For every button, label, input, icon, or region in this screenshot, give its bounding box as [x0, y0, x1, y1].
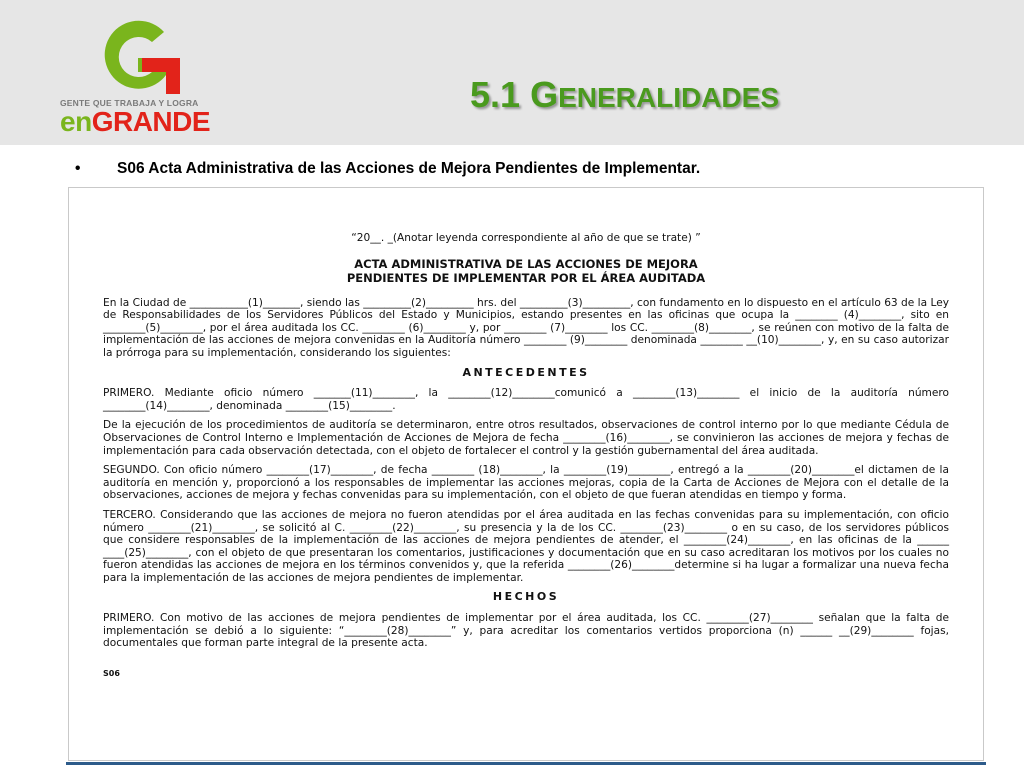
document-intro: En la Ciudad de ___________(1)_______, siendo las _________(2)_________ hrs. del _________(3)_________, con fundamento en lo dispuesto en el artículo 63 de la Ley de Responsabilidades de los Servidores Públicos del Estado y Municipios, estando presentes en las oficinas que ocupa la ________ (4)________, sito en ________(5)________, por el área auditada los CC. ________ (6)________ y, por ________ (7)________ los CC. ________(8)________, se reúnen con motivo de la falta de implementación de las acciones de mejora convenidas en la Auditoría número ________ (9)________ denominada ________ __(10)________, y, en su caso autorizar la prórroga para su implementación, considerando los siguientes: — [103, 296, 949, 359]
slide-title-number: 5.1 — [470, 74, 521, 115]
slide-title-rest: ENERALIDADES — [558, 82, 779, 113]
slide-title — [470, 74, 779, 116]
logo-tagline: GENTE QUE TRABAJA Y LOGRA — [60, 98, 199, 108]
paragraph-primero: PRIMERO. Mediante oficio número _______(11)________, la ________(12)________comunicó a ________(13)________ el inicio de la auditoría número ________(14)________, denominada ________(15)________. — [103, 387, 949, 412]
document-body — [103, 232, 949, 680]
logo-g-icon — [94, 18, 184, 96]
document-title-line2: PENDIENTES DE IMPLEMENTAR POR EL ÁREA AUDITADA — [346, 270, 706, 285]
bullet-item — [75, 160, 975, 178]
document-title-line1: ACTA ADMINISTRATIVA DE LAS ACCIONES DE MEJORA — [354, 256, 698, 271]
paragraph-ejecucion: De la ejecución de los procedimientos de auditoría se determinaron, entre otros resultados, observaciones de control interno por lo que mediante Cédula de Observaciones de Control Interno e Implementación de Acciones de Mejora de fecha ________(16)________, se convinieron las acciones de mejora y fechas de implementación para cada observación detectada, con el objeto de fortalecer el control y la gestión gubernamental del área auditada. — [103, 419, 949, 457]
slide-title-initial: G — [530, 74, 559, 115]
paragraph-hechos-primero: PRIMERO. Con motivo de las acciones de mejora pendientes de implementar por el área auditada, los CC. ________(27)________ señalan que la falta de implementación se debió a lo siguiente: “________(28)________” y, para acreditar los comentarios vertidos proporciona (n) ______ __(29)________ fojas, documentales que forman parte integral de la presente acta. — [103, 612, 949, 650]
paragraph-tercero: TERCERO. Considerando que las acciones de mejora no fueron atendidas por el área auditada en las fechas convenidas para su implementación, con oficio número ________(21)________, se solicitó al C. ________(22)________, su presencia y la de los CC. ________(23)________ o en su caso, de los servidores públicos que considere responsables de la implementación de las acciones de mejora pendientes de atender, el ________(24)________, en las oficinas de la ______ ____(25)________, con el objeto de que presentaran los comentarios, justificaciones y documentación que en su caso acreditaran los motivos por los cuales no fueron atendidas las acciones de mejora en los términos convenidos y, que la referida ________(26)________determine si ha lugar a formalizar una nueva fecha para la implementación de las acciones de mejora pendientes de implementar. — [103, 508, 949, 584]
section-hechos: HECHOS — [492, 590, 560, 604]
paragraph-segundo: SEGUNDO. Con oficio número ________(17)________, de fecha ________ (18)________, la ________(19)________, entregó a la ________(20)________el dictamen de la auditoría en mención y, proporcionó a los responsables de implementar las acciones mejoras, copia de la Carta de Acciones de Mejora con el detalle de la observaciones, acciones de mejora y fechas convenidas para su implementación, con el objeto de que fueran atendidas en tiempo y forma. — [103, 464, 949, 502]
document-code: S06 — [103, 668, 120, 678]
bullet-marker: • — [75, 160, 81, 177]
document-image — [68, 187, 984, 761]
document-bottom-rule — [66, 762, 986, 765]
bullet-text: S06 Acta Administrativa de las Acciones de Mejora Pendientes de Implementar. — [117, 160, 701, 177]
logo-brand-suffix: GRANDE — [91, 106, 211, 137]
logo-brand-prefix: en — [60, 106, 92, 137]
logo — [60, 18, 220, 136]
logo-brand — [60, 106, 210, 138]
document-legend: “20__. _(Anotar leyenda correspondiente al año de que se trate) ” — [351, 232, 701, 244]
section-antecedentes: ANTECEDENTES — [462, 365, 590, 379]
